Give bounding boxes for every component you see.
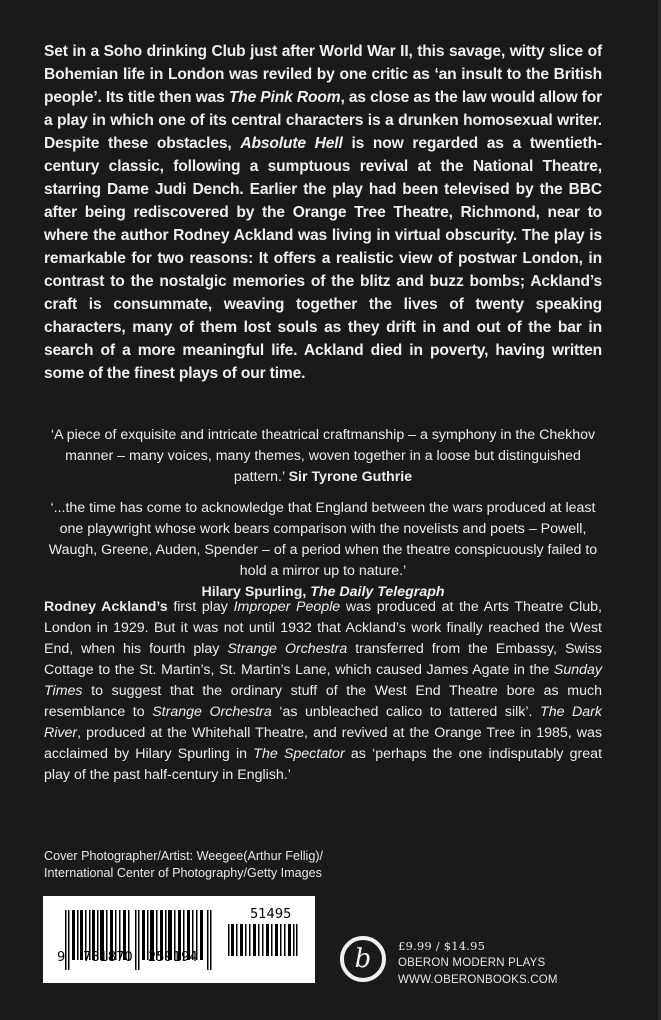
author-name: Rodney Ackland’s: [44, 599, 168, 615]
isbn-right-group: 259194: [148, 950, 198, 965]
bio-text: was produced at the Arts Theatre Club, London in 1929. But it was not until 1932 that Ackland’s work finally reached the West End, when his fourth play: [44, 599, 602, 657]
blurb-text: , as close as the law would allow for a play in which one of its central characters is a drunken homosexual writer. Despite these obstacles,: [44, 89, 602, 152]
oberon-logo-icon: [340, 936, 386, 982]
logo-glyph: b: [354, 944, 372, 974]
play-title: Improper People: [233, 599, 341, 615]
quote-author: Sir Tyrone Guthrie: [288, 469, 413, 485]
quote-guthrie: [44, 425, 602, 488]
isbn-first-digit: 9: [57, 950, 66, 965]
bio-text: transferred from the Embassy, Swiss Cottage to the St. Martin’s, St. Martin’s Lane, which caused James Agate in the: [44, 641, 602, 678]
play-title: Strange Orchestra: [227, 641, 348, 657]
title-absolute-hell: Absolute Hell: [240, 135, 343, 152]
isbn-barcode: [43, 896, 315, 983]
publisher-info: [398, 938, 558, 989]
blurb-text: is now regarded as a twentieth-century classic, following a sumptuous revival at the National Theatre, starring Dame Judi Dench. Earlier the play had been televised by the BBC after being rediscovered by the Orange Tree Theatre, Richmond, near to where the author Rodney Ackland was living in virtual obscurity. The play is remarkable for two reasons: It offers a realistic view of postwar London, in contrast to the nostalgic memories of the blitz and buzz bombs; Ackland’s craft is consummate, weaving together the lives of twenty speaking characters, many of them lost souls as they drift in and out of the bar in search of a more meaningful life. Ackland died in poverty, having written some of the finest plays of our time.: [44, 135, 602, 382]
author-bio: [44, 597, 602, 786]
quote-source: The Daily Telegraph: [310, 584, 445, 600]
isbn-left-group: 781870: [83, 950, 133, 965]
bio-text: ‘as unbleached calico to tattered silk’.: [271, 704, 541, 720]
blurb-text: Set in a Soho drinking Club just after World War II, this savage, witty slice of Bohemian life in London was reviled by one critic as ‘an insult to the British people’. Its title then was: [44, 43, 602, 106]
addon-barcode-icon: [228, 924, 298, 956]
quote-text: ‘...the time has come to acknowledge that England between the wars produced at least one playwright whose work bears comparison with the novelists and poets – Powell, Waugh, Greene, Auden, Spender – of a period when the theatre conspicuously failed to hold a mirror up to nature.’: [48, 500, 598, 579]
price-addon-code: 51495: [250, 907, 292, 922]
credit-line: Cover Photographer/Artist: Weegee(Arthur Fellig)/: [44, 849, 324, 863]
quote-spurling: [44, 498, 602, 603]
newspaper-title: Sunday Times: [44, 662, 602, 699]
price: £9.99 / $14.95: [398, 939, 486, 953]
play-title: Strange Orchestra: [152, 704, 272, 720]
publisher-website[interactable]: WWW.OBERONBOOKS.COM: [398, 974, 558, 986]
bio-text: to suggest that the ordinary stuff of the West End Theatre bore as much resemblance to: [44, 683, 602, 720]
cover-credit: [44, 848, 444, 882]
quote-author: Hilary Spurling,: [201, 584, 311, 600]
bio-text: , produced at the Whitehall Theatre, and revived at the Orange Tree in 1985, was acclaimed by Hilary Spurling in: [44, 725, 602, 762]
bio-text: first play: [167, 599, 234, 615]
bio-text: as ‘perhaps the one indisputably great play of the past half-century in English.’: [44, 746, 603, 783]
credit-line: International Center of Photography/Getty Images: [44, 866, 322, 880]
series-name: OBERON MODERN PLAYS: [398, 957, 546, 969]
play-title: The Dark River: [44, 704, 602, 741]
review-quotes: [44, 425, 602, 613]
quote-text: ‘A piece of exquisite and intricate theatrical craftmanship – a symphony in the Chekhov manner – many voices, many themes, woven together in a loose but distinguished pattern.’: [50, 427, 596, 485]
magazine-title: The Spectator: [253, 746, 345, 762]
title-pink-room: The Pink Room: [228, 89, 341, 106]
synopsis-blurb: [44, 40, 602, 385]
